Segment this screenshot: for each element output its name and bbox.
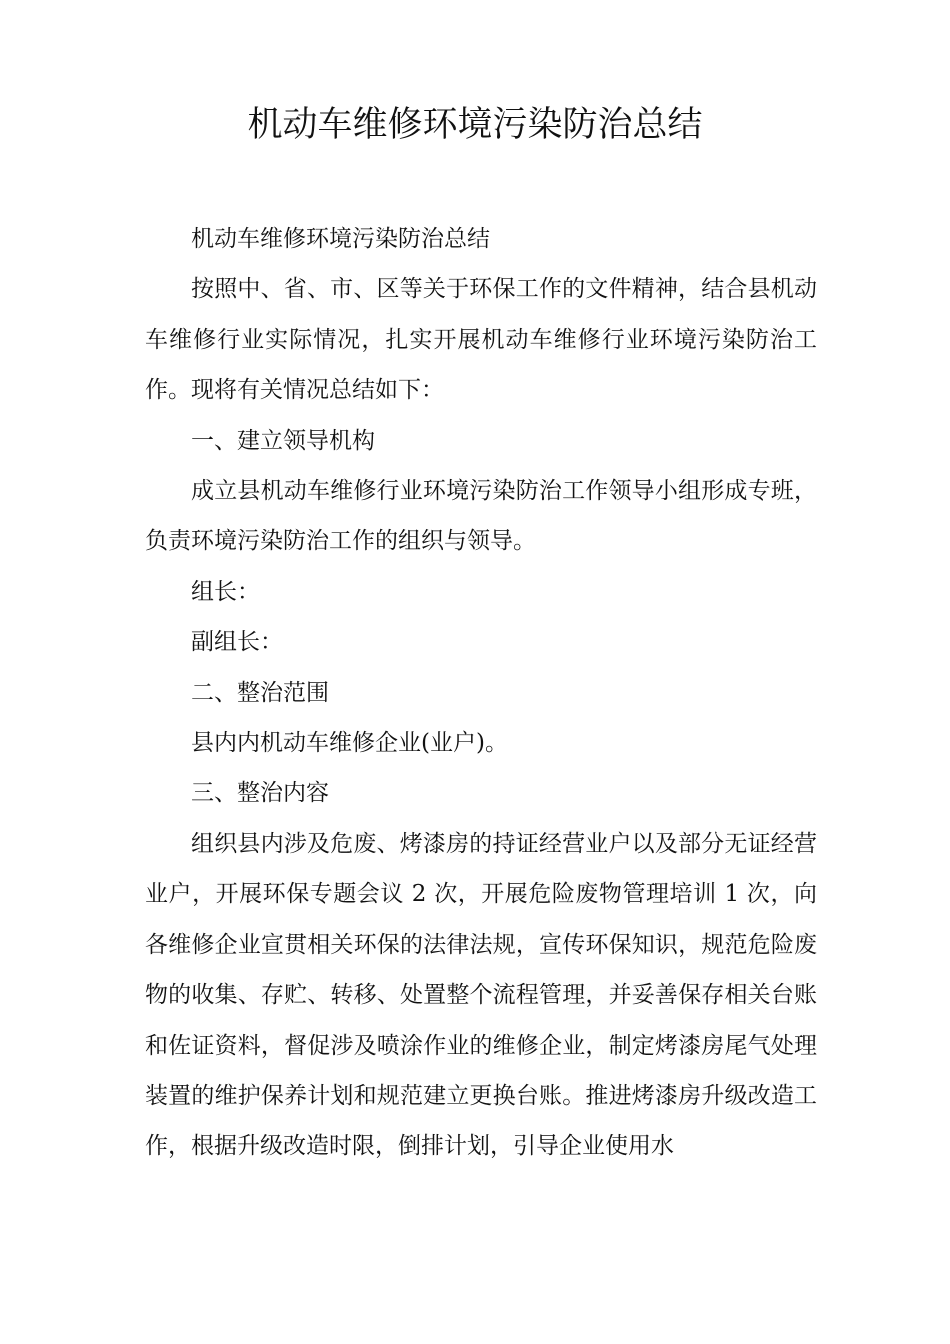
body-paragraph: 组织县内涉及危废、烤漆房的持证经营业户以及部分无证经营业户，开展环保专题会议 2 次，开展危险废物管理培训 1 次，向各维修企业宣贯相关环保的法律法规，宣传环保知识，规范危险废物的收集、存贮、转移、处置整个流程管理，并妥善保存相关台账和佐证资料，督促涉及喷涂作业的维修企业，制定烤漆房尾气处理装置的维护保养计划和规范建立更换台账。推进烤漆房升级改造工作，根据升级改造时限，倒排计划，引导企业使用水	[145, 830, 817, 1160]
group-leader-line: 组长：	[191, 578, 260, 605]
deputy-leader-line: 副组长：	[191, 629, 283, 656]
document-title: 机动车维修环境污染防治总结	[247, 105, 703, 145]
section-heading-2: 二、整治范围	[191, 679, 329, 706]
body-paragraph: 成立县机动车维修行业环境污染防治工作领导小组形成专班，负责环境污染防治工作的组织与领导。	[145, 478, 817, 555]
subtitle-paragraph: 机动车维修环境污染防治总结	[191, 226, 490, 252]
document-body	[145, 214, 817, 1172]
intro-paragraph: 按照中、省、市、区等关于环保工作的文件精神，结合县机动车维修行业实际情况，扎实开展机动车维修行业环境污染防治工作。现将有关情况总结如下：	[145, 276, 817, 404]
section-heading-3: 三、整治内容	[191, 780, 329, 807]
section-heading-1: 一、建立领导机构	[191, 427, 375, 454]
body-paragraph: 县内内机动车维修企业(业户)。	[191, 730, 508, 757]
